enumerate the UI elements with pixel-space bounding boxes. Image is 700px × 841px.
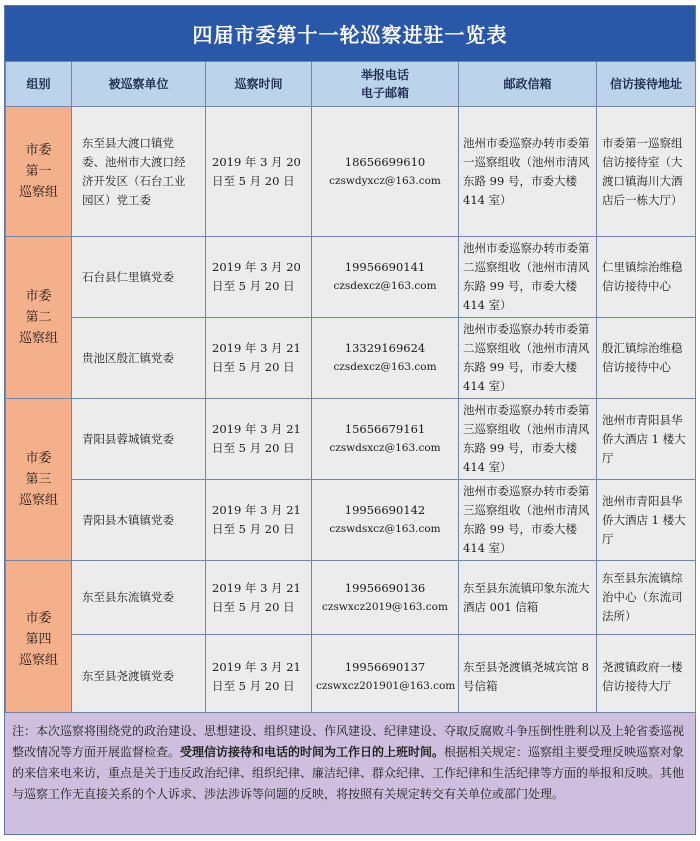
- group-cell-1: [6, 107, 72, 237]
- time-cell: 2019 年 3 月 21 日至 5 月 20 日: [206, 635, 312, 719]
- unit-cell: 石台县仁里镇党委: [72, 237, 206, 318]
- header-post: 邮政信箱: [459, 62, 597, 107]
- header-address: 信访接待地址: [597, 62, 696, 107]
- inspection-table-document: [4, 5, 696, 835]
- group-label: 市委 第四 巡察组: [18, 611, 58, 668]
- footnote: [5, 712, 695, 834]
- unit-cell: 东至县大渡口镇党委、池州市大渡口经济开发区（石台工业园区）党工委: [72, 107, 206, 237]
- unit-cell: 贵池区殷汇镇党委: [72, 318, 206, 399]
- contact-cell: [312, 318, 459, 399]
- header-contact: [312, 62, 459, 107]
- time-cell: 2019 年 3 月 20 日至 5 月 20 日: [206, 237, 312, 318]
- contact-cell: [312, 399, 459, 480]
- contact-cell: [312, 237, 459, 318]
- post-cell: 池州市委巡察办转市委第三巡察组收（池州市清风东路 99 号，市委大楼 414 室）: [459, 399, 597, 480]
- group-cell-3: [6, 399, 72, 561]
- footnote-emphasis: 受理信访接待和电话的时间为工作日的上班时间。: [180, 745, 445, 759]
- phone-number: 13329169624: [344, 341, 426, 355]
- footnote-rules: 根据相关规定：巡察组主要受理反映巡察对象的来信来电来访，重点是关于违反政治纪律、组织纪律、廉洁纪律、群众纪律、工作纪律和生活纪律等方面的举报和反映。其他与巡察工作无直接关系的个人诉求、涉法涉诉等问题的反映，将按照有关规定转交有关单位或部门处理。: [12, 745, 685, 801]
- address-cell: 仁里镇综治维稳信访接待中心: [597, 237, 696, 318]
- unit-cell: 东至县尧渡镇党委: [72, 635, 206, 719]
- post-cell: 池州市委巡察办转市委第二巡察组收（池州市清风东路 99 号，市委大楼 414 室）: [459, 318, 597, 399]
- unit-cell: 青阳县蓉城镇党委: [72, 399, 206, 480]
- email-address: czswxcz2019@163.com: [322, 600, 448, 613]
- phone-number: 19956690136: [344, 580, 426, 595]
- page-title: 四届市委第十一轮巡察进驻一览表: [5, 6, 695, 61]
- table-row: [6, 318, 696, 399]
- phone-number: 19956690142: [344, 503, 426, 517]
- address-cell: 池州市青阳县华侨大酒店 1 楼大厅: [597, 480, 696, 561]
- time-cell: 2019 年 3 月 21 日至 5 月 20 日: [206, 318, 312, 399]
- header-time: 巡察时间: [206, 62, 312, 107]
- group-cell-2: [6, 237, 72, 399]
- email-address: czswdsxcz@163.com: [329, 442, 441, 454]
- post-cell: 池州市委巡察办转市委第二巡察组收（池州市清风东路 99 号，市委大楼 414 室）: [459, 237, 597, 318]
- phone-number: 19956690137: [344, 659, 426, 674]
- address-cell: 尧渡镇政府一楼信访接待大厅: [597, 635, 696, 719]
- email-address: czswdsxcz@163.com: [329, 523, 441, 535]
- header-unit: 被巡察单位: [72, 62, 206, 107]
- address-cell: 池州市青阳县华侨大酒店 1 楼大厅: [597, 399, 696, 480]
- table-row: [6, 399, 696, 480]
- post-cell: 池州市委巡察办转市委第一巡察组收（池州市清风东路 99 号，市委大楼 414 室）: [459, 107, 597, 237]
- email-address: czsdexcz@163.com: [333, 361, 437, 373]
- address-cell: 东至县东流镇综治中心（东流司法所）: [597, 561, 696, 635]
- contact-cell: [312, 561, 459, 635]
- post-cell: 东至县尧渡镇尧城宾馆 8 号信箱: [459, 635, 597, 719]
- phone-number: 19956690141: [344, 260, 426, 274]
- phone-number: 18656699610: [344, 154, 426, 169]
- contact-cell: [312, 107, 459, 237]
- time-cell: 2019 年 3 月 20 日至 5 月 20 日: [206, 107, 312, 237]
- time-cell: 2019 年 3 月 21 日至 5 月 20 日: [206, 561, 312, 635]
- group-label: 市委 第一 巡察组: [18, 143, 58, 200]
- contact-cell: [312, 635, 459, 719]
- group-label: 市委 第三 巡察组: [18, 451, 58, 508]
- footnote-intro: 注：本次巡察将围绕党的政治建设、思想建设、组织建设、作风建设、纪律建设、夺取反腐败斗争压倒性胜利以及上轮省委巡视整改情况等方面开展监督检查。: [12, 724, 685, 759]
- group-label: 市委 第二 巡察组: [18, 289, 58, 346]
- post-cell: 池州市委巡察办转市委第三巡察组收（池州市清风东路 99 号，市委大楼 414 室）: [459, 480, 597, 561]
- contact-cell: [312, 480, 459, 561]
- address-cell: 殷汇镇综治维稳信访接待中心: [597, 318, 696, 399]
- inspection-table: [5, 61, 696, 719]
- table-row: [6, 107, 696, 237]
- email-address: czswdyxcz@163.com: [329, 174, 441, 187]
- time-cell: 2019 年 3 月 21 日至 5 月 20 日: [206, 399, 312, 480]
- table-row: [6, 635, 696, 719]
- group-cell-4: [6, 561, 72, 719]
- email-address: czswxcz201901@163.com: [316, 679, 456, 692]
- header-contact-phone: 举报电话: [360, 68, 409, 82]
- email-address: czsdexcz@163.com: [333, 280, 437, 292]
- table-row: [6, 237, 696, 318]
- table-row: [6, 561, 696, 635]
- table-row: [6, 480, 696, 561]
- post-cell: 东至县东流镇印象东流大酒店 001 信箱: [459, 561, 597, 635]
- table-header-row: [6, 62, 696, 107]
- unit-cell: 东至县东流镇党委: [72, 561, 206, 635]
- time-cell: 2019 年 3 月 21 日至 5 月 20 日: [206, 480, 312, 561]
- address-cell: 市委第一巡察组信访接待室（大渡口镇海川大酒店后一栋大厅）: [597, 107, 696, 237]
- header-contact-email: 电子邮箱: [360, 86, 409, 100]
- unit-cell: 青阳县木镇镇党委: [72, 480, 206, 561]
- header-group: 组别: [6, 62, 72, 107]
- phone-number: 15656679161: [344, 422, 426, 436]
